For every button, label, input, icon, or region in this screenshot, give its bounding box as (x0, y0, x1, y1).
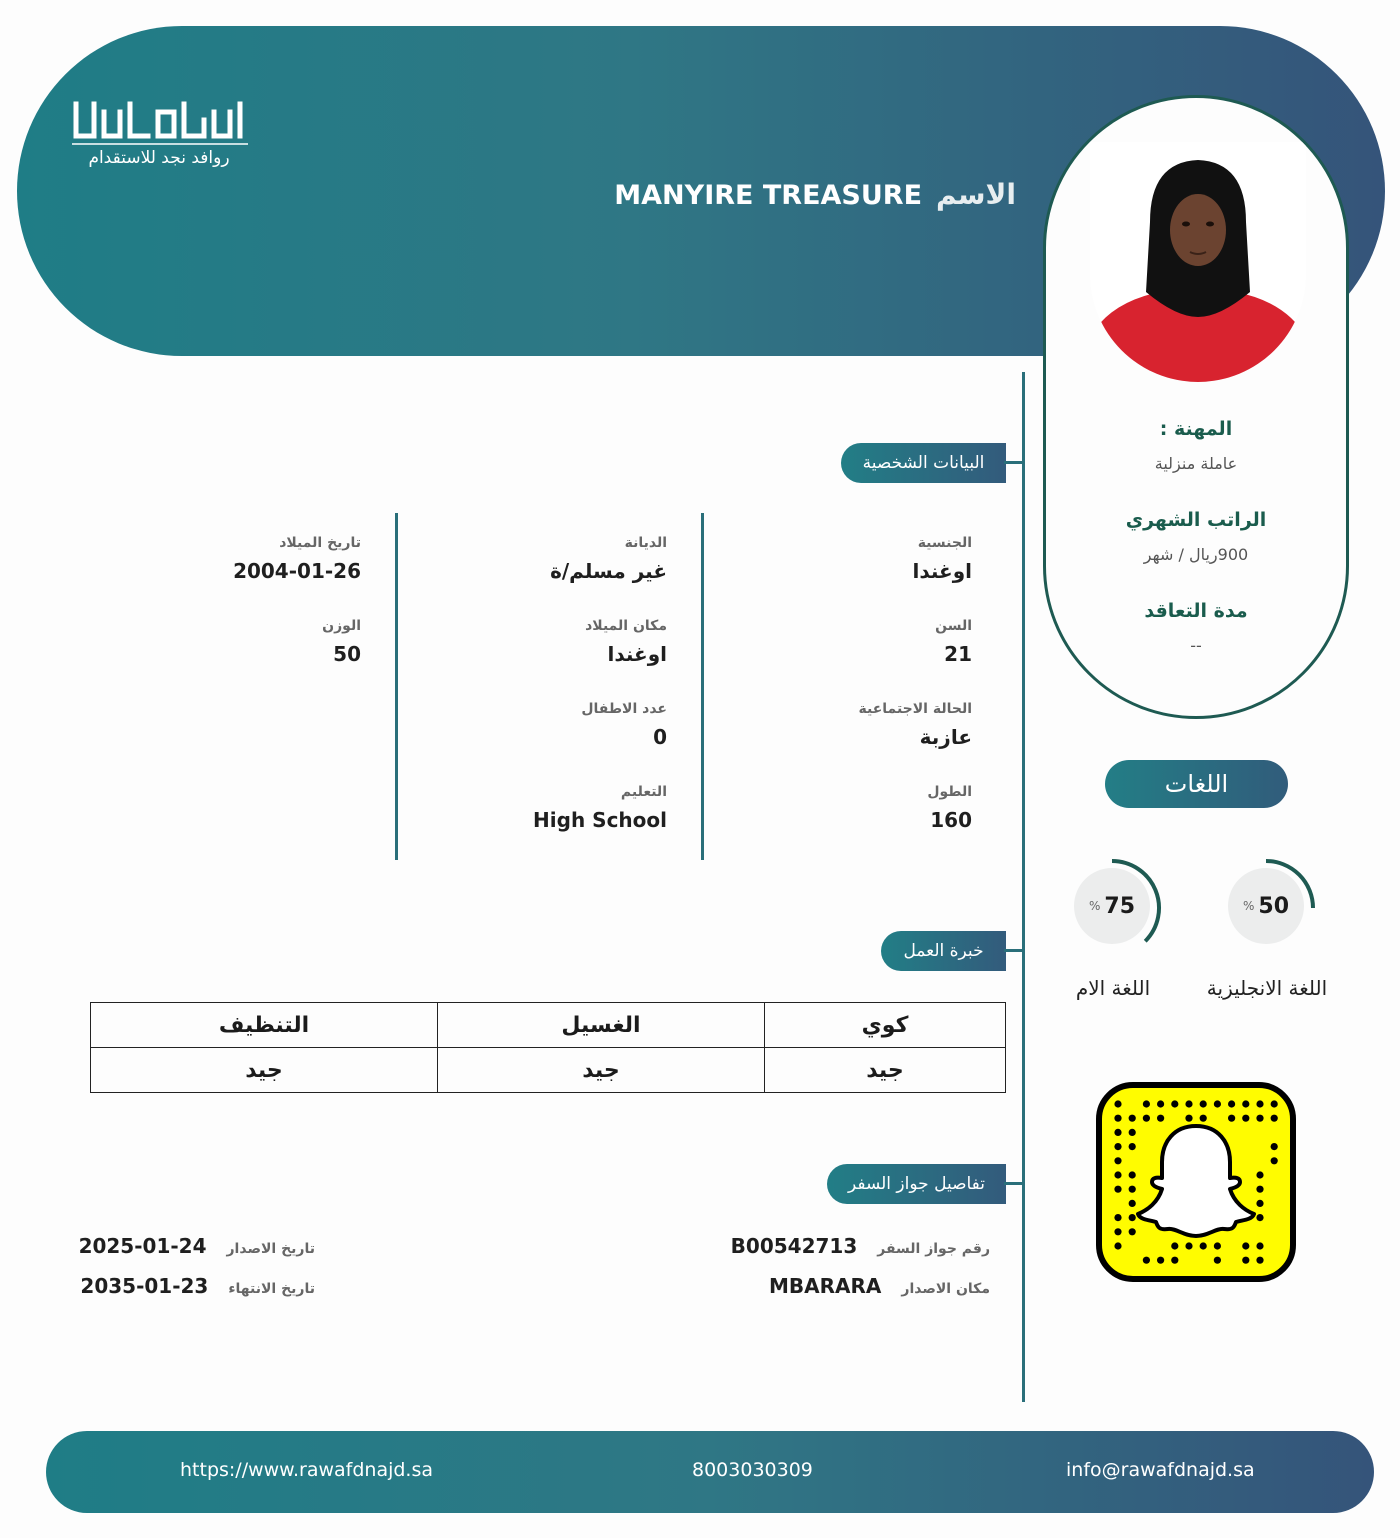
profession-value: عاملة منزلية (1154, 454, 1238, 473)
name-row (614, 178, 1016, 211)
snapcode-dot (1171, 1257, 1178, 1264)
table-header-cell: التنظيف (91, 1003, 438, 1048)
field-label: مكان الميلاد (585, 618, 667, 634)
snapcode-dot (1256, 1186, 1263, 1193)
field-label: الطول (927, 784, 972, 800)
contract-label: مدة التعاقد (1144, 600, 1248, 622)
snapcode-dot (1256, 1214, 1263, 1221)
expiry-date-value: 2035-01-23 (80, 1274, 209, 1298)
snapcode-dot (1114, 1115, 1121, 1122)
native-gauge-value (1074, 868, 1150, 944)
contract-value: -- (1190, 636, 1202, 655)
column-divider-left (395, 513, 398, 860)
field-value: High School (533, 808, 667, 832)
english-gauge (1216, 858, 1316, 958)
field-label: الحالة الاجتماعية (858, 701, 972, 717)
field-value: 2004-01-26 (233, 559, 361, 583)
name-label: الاسم (936, 178, 1016, 211)
personal-section-title: البيانات الشخصية (862, 453, 985, 473)
field-birthdate (233, 535, 361, 583)
languages-title: اللغات (1164, 770, 1229, 798)
snapcode-dot (1114, 1171, 1121, 1178)
worker-name: MANYIRE TREASURE (614, 180, 923, 211)
passport-number (731, 1234, 990, 1258)
passport-number-label: رقم جواز السفر (877, 1241, 990, 1257)
snapcode-dot (1171, 1100, 1178, 1107)
snapcode-dot (1200, 1100, 1207, 1107)
passport-tag-connector (1004, 1182, 1024, 1185)
snapcode-dot (1143, 1115, 1150, 1122)
table-header-cell: الغسيل (438, 1003, 765, 1048)
snapcode-dot (1114, 1242, 1121, 1249)
snapcode-dot (1256, 1100, 1263, 1107)
field-religion (550, 535, 667, 583)
field-label: الوزن (322, 618, 361, 634)
snapcode-qr[interactable] (1096, 1082, 1296, 1282)
table-cell: جيد (438, 1048, 765, 1093)
snapcode-dot (1129, 1200, 1136, 1207)
expiry-date-label: تاريخ الانتهاء (228, 1281, 315, 1297)
issue-place-label: مكان الاصدار (901, 1281, 990, 1297)
footer-website-link[interactable]: https://www.rawafdnajd.sa (180, 1459, 434, 1481)
snapcode-dot (1143, 1257, 1150, 1264)
salary-block (1046, 509, 1346, 564)
field-value: 0 (653, 725, 667, 749)
footer-email-link[interactable]: info@rawafdnajd.sa (1066, 1459, 1255, 1481)
snapcode-dot (1242, 1257, 1249, 1264)
logo-subtext: روافد نجد للاستقدام (88, 148, 230, 168)
snapcode-dot (1114, 1100, 1121, 1107)
field-label: الديانة (624, 535, 667, 551)
worker-photo (1090, 142, 1306, 382)
snapcode-dot (1200, 1115, 1207, 1122)
salary-value: 900ريال / شهر (1143, 545, 1249, 564)
snapcode-dot (1185, 1242, 1192, 1249)
table-row (91, 1003, 1006, 1048)
snapcode-dot (1256, 1242, 1263, 1249)
snapcode-dot (1114, 1129, 1121, 1136)
field-value: 160 (930, 808, 972, 832)
snapcode-dot (1256, 1200, 1263, 1207)
field-label: الجنسية (917, 535, 972, 551)
passport-section-tag (827, 1164, 1006, 1204)
passport-expiry-date (80, 1274, 315, 1298)
field-value: غير مسلم/ة (550, 559, 667, 583)
snapcode-dot (1256, 1257, 1263, 1264)
main-vertical-divider (1022, 372, 1025, 1402)
snapcode-dot (1143, 1100, 1150, 1107)
column-divider-right (701, 513, 704, 860)
snapcode-dot (1157, 1115, 1164, 1122)
snapcode-dot (1214, 1257, 1221, 1264)
table-row (91, 1048, 1006, 1093)
snapcode-dot (1129, 1228, 1136, 1235)
experience-tag-connector (1004, 949, 1024, 952)
percent-sign: % (1242, 899, 1255, 913)
field-value: 50 (333, 642, 361, 666)
personal-tag-connector (1004, 461, 1024, 464)
issue-place-value: MBARARA (769, 1274, 882, 1298)
table-cell: جيد (91, 1048, 438, 1093)
field-label: تاريخ الميلاد (279, 535, 361, 551)
profession-label: المهنة : (1159, 418, 1233, 440)
snapcode-dot (1157, 1100, 1164, 1107)
field-label: السن (935, 618, 972, 634)
field-value: اوغندا (607, 642, 667, 666)
snapcode-dot (1114, 1186, 1121, 1193)
english-percent: 50 (1258, 893, 1290, 919)
english-gauge-value (1228, 868, 1304, 944)
snapcode-dot (1271, 1115, 1278, 1122)
snapcode-dot (1129, 1214, 1136, 1221)
snapcode-dot (1157, 1257, 1164, 1264)
field-children (581, 701, 667, 749)
snapcode-dot (1271, 1100, 1278, 1107)
field-education (533, 784, 667, 832)
snapcode-dot (1200, 1242, 1207, 1249)
english-label: اللغة الانجليزية (1206, 976, 1328, 1000)
table-header-cell: كوي (765, 1003, 1006, 1048)
field-value: اوغندا (912, 559, 972, 583)
snapcode-dot (1114, 1228, 1121, 1235)
snapcode-dot (1256, 1115, 1263, 1122)
snapcode-dot (1129, 1171, 1136, 1178)
snapcode-dot (1256, 1171, 1263, 1178)
snapcode-dot (1129, 1143, 1136, 1150)
snapcode-dot (1214, 1100, 1221, 1107)
personal-section-tag (841, 443, 1006, 483)
contract-block (1046, 600, 1346, 655)
snapcode-dot (1114, 1157, 1121, 1164)
snapcode-dot (1185, 1115, 1192, 1122)
field-birthplace (585, 618, 667, 666)
passport-issue-date (79, 1234, 315, 1258)
footer-phone[interactable]: 8003030309 (692, 1459, 813, 1481)
experience-section-tag (881, 931, 1006, 971)
issue-date-label: تاريخ الاصدار (226, 1241, 315, 1257)
percent-sign: % (1088, 899, 1101, 913)
native-label: اللغة الام (1075, 976, 1151, 1000)
field-label: التعليم (620, 784, 667, 800)
experience-section-title: خبرة العمل (903, 941, 984, 961)
skills-table (90, 1002, 1006, 1093)
profession-block (1046, 418, 1346, 473)
snapcode-dot (1129, 1186, 1136, 1193)
snapcode-dot (1228, 1115, 1235, 1122)
issue-date-value: 2025-01-24 (78, 1234, 207, 1258)
passport-number-value: B00542713 (730, 1234, 858, 1258)
field-value: 21 (944, 642, 972, 666)
snapcode-dot (1242, 1242, 1249, 1249)
field-age (935, 618, 972, 666)
field-label: عدد الاطفال (581, 701, 667, 717)
snapcode-dot (1242, 1100, 1249, 1107)
snapcode-dot (1228, 1100, 1235, 1107)
snapcode-dot (1271, 1143, 1278, 1150)
field-weight (322, 618, 361, 666)
field-marital-status (859, 701, 972, 749)
passport-issue-place (769, 1274, 990, 1298)
snapcode-dot (1114, 1214, 1121, 1221)
field-nationality (912, 535, 972, 583)
field-height (927, 784, 972, 832)
snapcode-dot (1185, 1100, 1192, 1107)
native-percent: 75 (1104, 893, 1136, 919)
passport-section-title: تفاصيل جواز السفر (847, 1174, 986, 1194)
snapcode-dot (1171, 1242, 1178, 1249)
snapcode-dot (1129, 1129, 1136, 1136)
snapcode-dot (1271, 1157, 1278, 1164)
languages-tag (1105, 760, 1288, 808)
profile-card (1043, 95, 1349, 719)
native-gauge (1062, 858, 1162, 958)
field-value: عازبة (919, 725, 972, 749)
table-cell: جيد (765, 1048, 1006, 1093)
salary-label: الراتب الشهري (1125, 509, 1267, 531)
snapcode-dot (1129, 1115, 1136, 1122)
snapcode-dot (1114, 1143, 1121, 1150)
snapcode-dot (1242, 1115, 1249, 1122)
snapcode-dot (1214, 1242, 1221, 1249)
